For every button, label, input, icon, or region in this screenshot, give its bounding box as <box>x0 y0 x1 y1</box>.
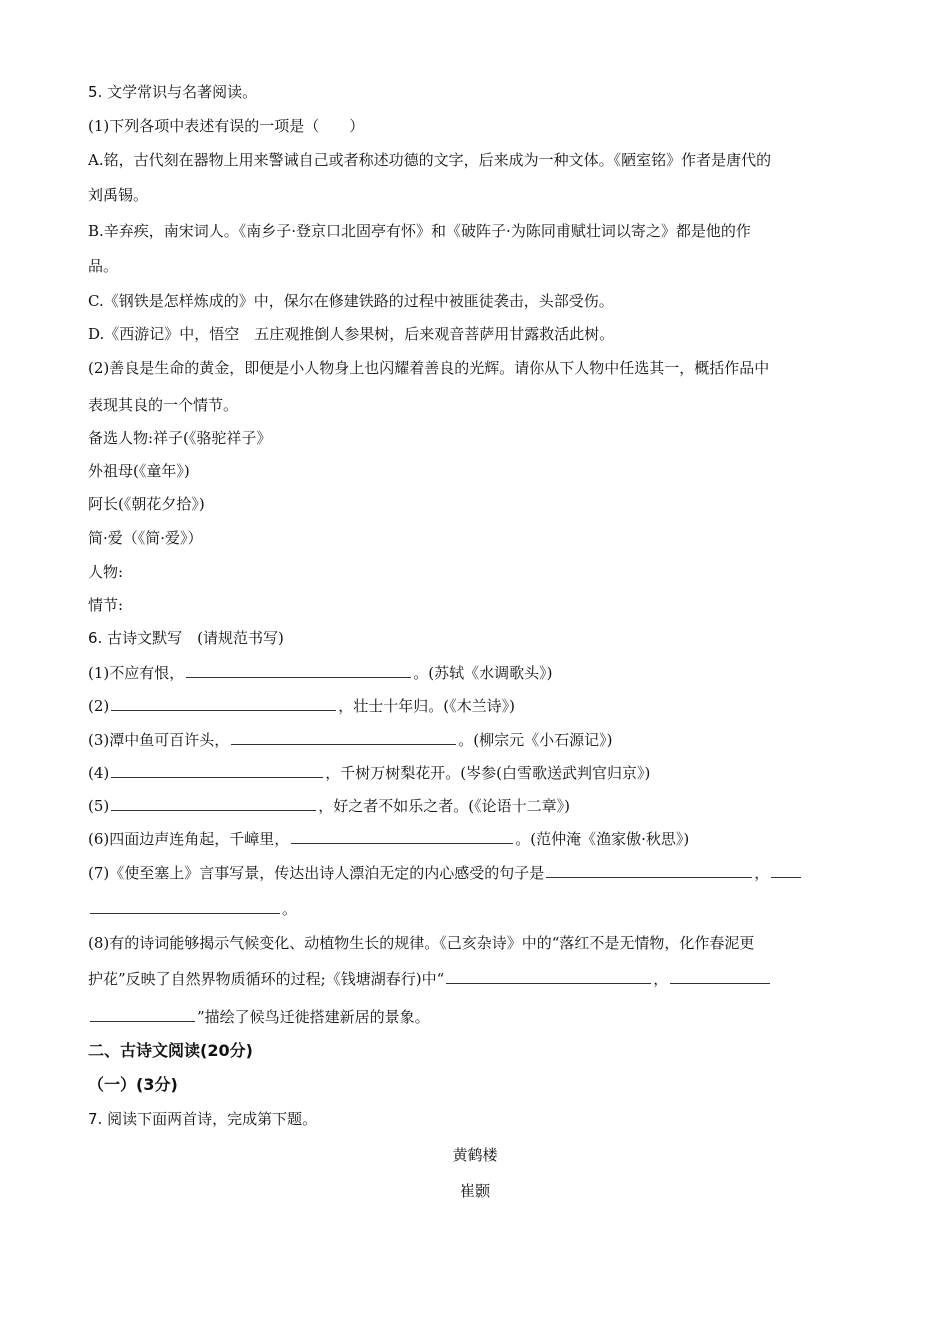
poem-title: 黄鹤楼 <box>452 1146 498 1164</box>
q5-heading: 5. 文学常识与名著阅读。 <box>88 83 258 101</box>
q5-candidate-4: 简·爱（《简·爱》） <box>88 529 203 547</box>
answer-blank[interactable] <box>446 968 651 984</box>
q5-option-a-line1: A.铭，古代刻在器物上用来警诫自己或者称述功德的文字，后来成为一种文体。《陋室铭》作者是唐代的 <box>88 151 772 169</box>
answer-blank[interactable] <box>546 862 752 878</box>
q5-person-label: 人物: <box>88 563 124 581</box>
q6-item-8-line2: 护花”反映了自然界物质循环的过程;《钱塘湖春行)中“ ， <box>88 968 858 989</box>
q5-candidate-1: 备选人物:祥子(《骆驼祥子》 <box>88 429 272 447</box>
answer-blank[interactable] <box>231 729 456 745</box>
q5-candidate-2: 外祖母(《童年》) <box>88 462 190 480</box>
q5-sub2-line1: (2)善良是生命的黄金，即便是小人物身上也闪耀着善良的光辉。请你从下人物中任选其一，概括作品中 <box>88 359 770 377</box>
q6-item-6: (6)四面边声连角起，千嶂里， 。(范仲淹《渔家傲·秋思》) <box>88 830 690 848</box>
q6-item-7-line2: 。 <box>88 898 858 919</box>
answer-blank[interactable] <box>90 1006 195 1022</box>
section-2-part-1: （一）(3分) <box>88 1075 178 1094</box>
q6-item-4: (4) ，千树万树梨花开。(岑参(白雪歌送武判官归京》) <box>88 764 651 782</box>
q6-item-7-line1: (7)《使至塞上》言事写景，传达出诗人漂泊无定的内心感受的句子是 ， <box>88 862 858 883</box>
answer-blank[interactable] <box>291 828 513 844</box>
q5-sub2-line2: 表现其良的一个情节。 <box>88 396 239 414</box>
q5-option-b-line1: B.辛弃疾，南宋词人。《南乡子·登京口北固亭有怀》和《破阵子·为陈同甫赋壮词以寄之》都是他的作 <box>88 222 751 240</box>
q5-option-a-line2: 刘禹锡。 <box>88 186 149 204</box>
answer-blank[interactable] <box>771 862 801 878</box>
q5-option-d: D.《西游记》中，悟空 五庄观推倒人参果树，后来观音菩萨用甘露救活此树。 <box>88 325 615 343</box>
q6-item-2: (2) ，壮士十年归。(《木兰诗》) <box>88 697 515 715</box>
q7-heading: 7. 阅读下面两首诗，完成第下题。 <box>88 1110 318 1128</box>
q6-item-8-line3: ”描绘了候鸟迁徙搭建新居的景象。 <box>88 1006 858 1027</box>
q5-plot-label: 情节: <box>88 596 124 614</box>
q6-item-5: (5) ，好之者不如乐之者。(《论语十二章》) <box>88 797 570 815</box>
poem-author: 崔颢 <box>459 1182 490 1200</box>
q6-item-1: (1)不应有恨， 。(苏轼《水调歌头》) <box>88 664 553 682</box>
q5-sub1: (1)下列各项中表述有误的一项是（ ） <box>88 117 365 135</box>
answer-blank[interactable] <box>111 795 316 811</box>
answer-blank[interactable] <box>90 898 280 914</box>
q5-option-c: C.《钢铁是怎样炼成的》中，保尔在修建铁路的过程中被匪徒袭击，头部受伤。 <box>88 292 614 310</box>
answer-blank[interactable] <box>111 762 323 778</box>
q5-candidate-3: 阿长(《朝花夕拾》) <box>88 495 205 513</box>
answer-blank[interactable] <box>186 662 411 678</box>
q6-item-8-line1: (8)有的诗词能够揭示气候变化、动植物生长的规律。《己亥杂诗》中的“落红不是无情物，化作春泥更 <box>88 934 755 952</box>
q6-heading: 6. 古诗文默写 (请规范书写) <box>88 629 284 647</box>
answer-blank[interactable] <box>111 695 336 711</box>
answer-blank[interactable] <box>670 968 770 984</box>
section-2-title: 二、古诗文阅读(20分) <box>88 1041 253 1060</box>
q5-option-b-line2: 品。 <box>88 257 119 275</box>
q6-item-3: (3)潭中鱼可百许头， 。(柳宗元《小石源记》) <box>88 731 613 749</box>
